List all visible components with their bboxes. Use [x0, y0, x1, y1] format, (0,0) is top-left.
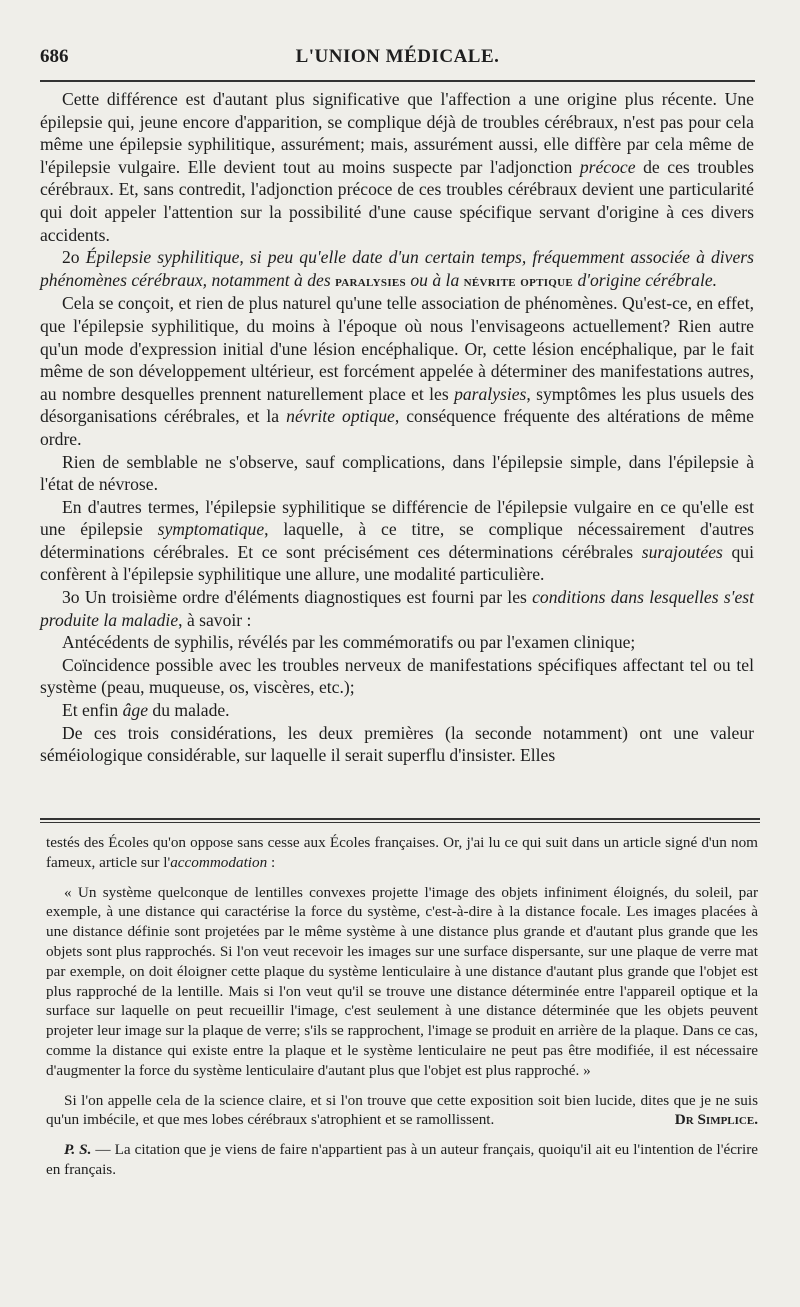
paragraph-8: Coïncidence possible avec les troubles nerveux de manifestations spécifiques affectant tel ou tel système (peau, muqueuse, os, viscères, etc.);	[40, 654, 754, 698]
paragraph-9: Et enfin âge du malade.	[62, 700, 230, 721]
note-closing: Si l'on appelle cela de la science claire, et si l'on trouve que cette exposition soit bien lucide, dites que je ne suis qu'un imbécile, et que mes lobes cérébraux s'atrophient et se ramollissent. Dr Simplice.	[46, 1091, 758, 1129]
paragraph-6: 3o Un troisième ordre d'éléments diagnostiques est fourni par les conditions dans lesquelles s'est produite la maladie, à savoir :	[40, 587, 754, 630]
paragraph-5: En d'autres termes, l'épilepsie syphilitique se différencie de l'épilepsie vulgaire en ce qu'elle est une épilepsie symptomatique, laquelle, à ce titre, se complique nécessairement d'autres déterminations cérébrales. Et ce sont précisément ces déterminations cérébrales surajoutées qui confèrent à l'épilepsie syphilitique une allure, une modalité particulière.	[40, 496, 754, 585]
signature: Dr Simplice.	[674, 1111, 758, 1129]
feuilleton-text	[46, 833, 758, 1180]
paragraph-4: Rien de semblable ne s'observe, sauf complications, dans l'épilepsie simple, dans l'épilepsie à l'état de névrose.	[40, 451, 754, 495]
note-paragraph-1: testés des Écoles qu'on oppose sans cesse aux Écoles françaises. Or, j'ai lu ce qui suit dans un article signé d'un nom fameux, article sur l'accommodation :	[46, 834, 758, 871]
running-header	[40, 44, 755, 74]
paragraph-2: 2o Épilepsie syphilitique, si peu qu'elle date d'un certain temps, fréquemment associée à divers phénomènes cérébraux, notamment à des paralysies ou à la névrite optique d'origine cérébrale.	[40, 247, 754, 290]
paragraph-1: Cette différence est d'autant plus significative que l'affection a une origine plus récente. Une épilepsie qui, jeune encore d'apparition, se complique déjà de troubles cérébraux, n'est pas pour cela même une épilepsie syphilitique, assurément; mais, assurément aussi, elle diffère par cela même de l'épilepsie vulgaire. Elle devient tout au moins suspecte par l'adjonction précoce de ces troubles cérébraux. Et, sans contredit, l'adjonction précoce de ces troubles cérébraux devient une particularité qui doit appeler l'attention sur la possibilité d'une cause spécifique servant d'origine à ces divers accidents.	[40, 89, 754, 245]
paragraph-3: Cela se conçoit, et rien de plus naturel qu'une telle association de phénomènes. Qu'est-ce, en effet, que l'épilepsie syphilitique, du moins à l'époque où nous l'envisageons actuellement? Rien autre qu'un mode d'expression initial d'une lésion encéphalique. Or, cette lésion encéphalique, par le fait même de son développement ultérieur, est forcément appelée à déterminer des manifestations autres, au nombre desquelles prennent naturellement place et les paralysies, symptômes les plus usuels des désorganisations cérébrales, et la névrite optique, conséquence fréquente des altérations de même ordre.	[40, 293, 754, 449]
journal-title: L'UNION MÉDICALE.	[295, 46, 500, 67]
paragraph-10: De ces trois considérations, les deux premières (la seconde notamment) ont une valeur séméiologique considérable, sur laquelle il serait superflu d'insister. Elles	[40, 722, 754, 766]
page-number: 686	[40, 46, 69, 67]
header-rule	[40, 80, 755, 82]
paragraph-7: Antécédents de syphilis, révélés par les commémoratifs ou par l'examen clinique;	[62, 632, 636, 653]
note-postscript: P. S. — La citation que je viens de faire n'appartient pas à un auteur français, quoiqu'il ait eu l'intention de l'écrire en français.	[46, 1141, 759, 1178]
footnote-rule-thin	[40, 822, 760, 823]
main-text	[40, 88, 754, 767]
note-quote: « Un système quelconque de lentilles convexes projette l'image des objets infiniment éloignés, du soleil, par exemple, à une distance qui caractérise la force du système, c'est-à-dire à la distance focale. Les images placées à une distance définie sont projetées par le même système à une distance plus grande et d'autant plus grande que les objets sont plus rapprochés. Si l'on veut recevoir les images sur une surface dispersante, sur une plaque de verre mat par exemple, on doit éloigner cette plaque du système lenticulaire à une distance d'autant plus grande que l'objet est plus rapproché de la lentille. Mais si l'on veut qu'il se trouve une distance déterminée entre l'appareil optique et la surface sur laquelle on peut recueillir l'image, c'est seulement à une distance déterminée que les objets peuvent projeter leur image sur la plaque de verre; s'ils se rapprochent, l'image se produit en arrière de la plaque. Dans ce cas, comme la distance qui existe entre la plaque et le système lenticulaire ne peut pas être modifiée, il est nécessaire d'augmenter la force du système lenticulaire d'autant plus que l'objet est plus rapproché. »	[46, 883, 758, 1079]
footnote-rule	[40, 818, 760, 820]
